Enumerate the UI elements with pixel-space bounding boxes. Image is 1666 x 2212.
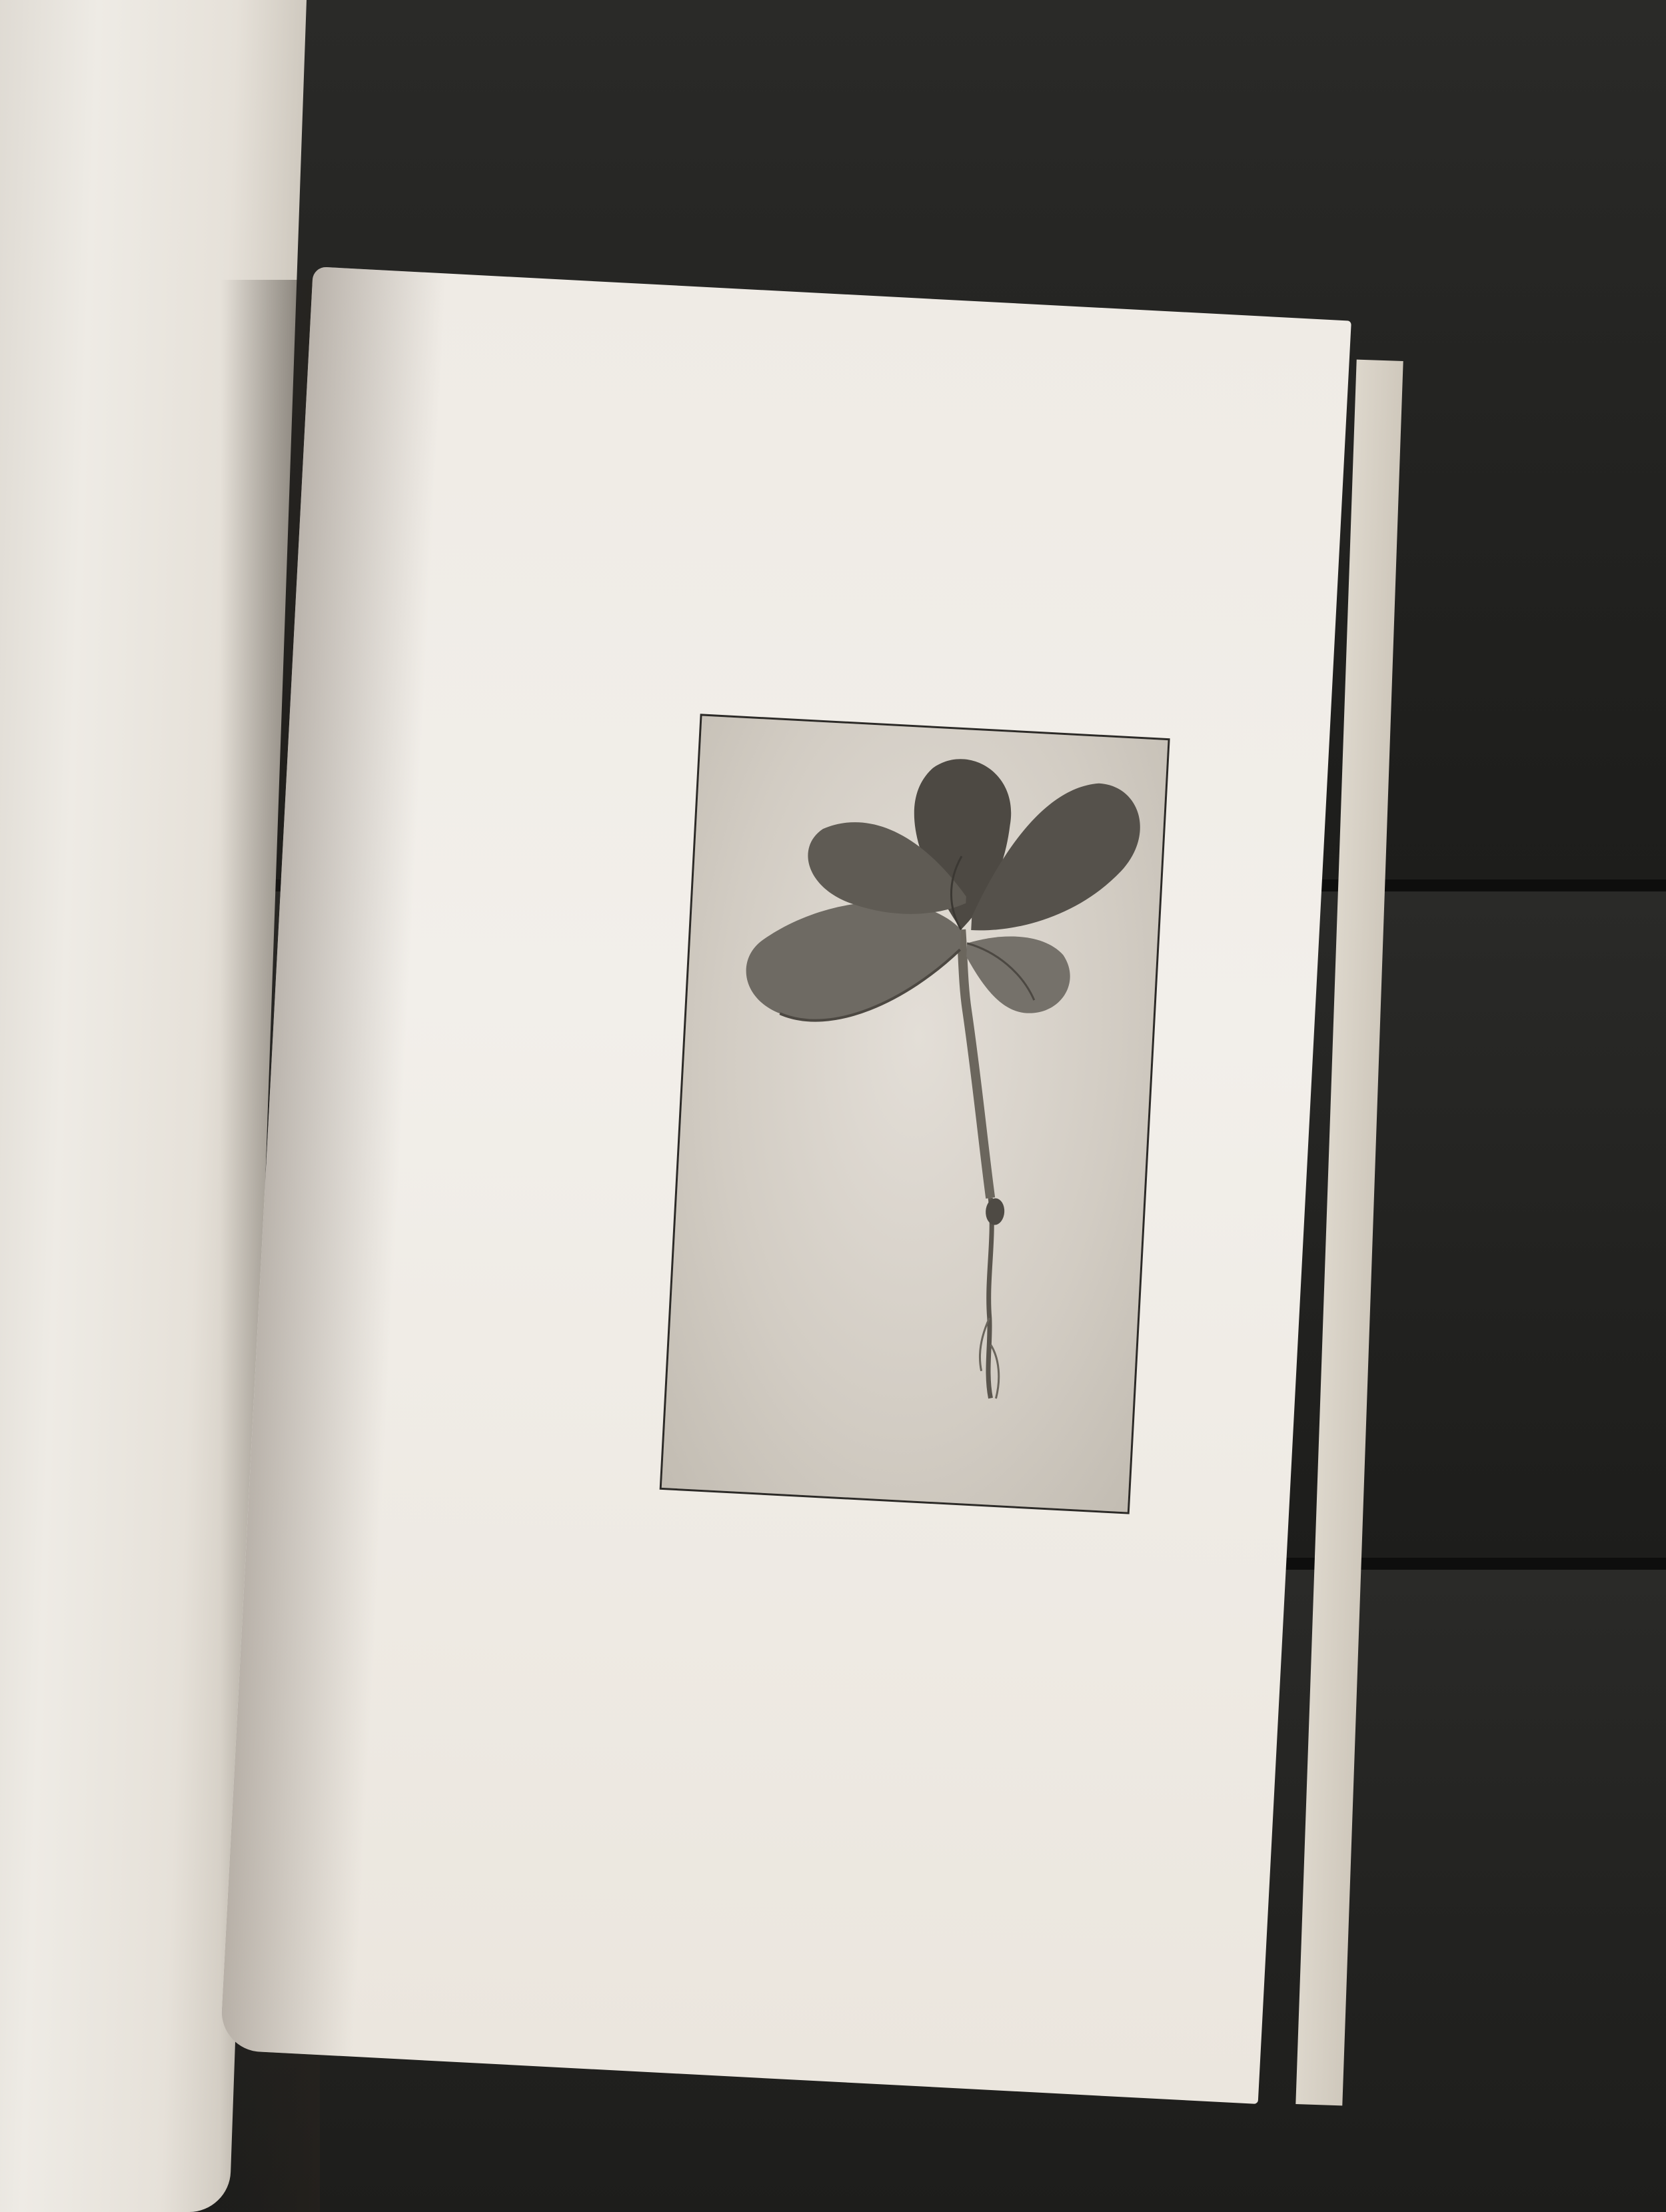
description-paragraph: [350, 455, 1175, 498]
left-page-footnote: [0, 1323, 213, 1439]
running-head: [627, 383, 1026, 404]
control-paragraph: [283, 1726, 1108, 1770]
section-heading: [478, 430, 1091, 462]
left-page-text: [1, 160, 273, 218]
figure-cabbage-seedling-photo: [660, 714, 1170, 1514]
cabbage-seedling-illustration: [662, 716, 1168, 1512]
right-page: [220, 267, 1351, 2104]
